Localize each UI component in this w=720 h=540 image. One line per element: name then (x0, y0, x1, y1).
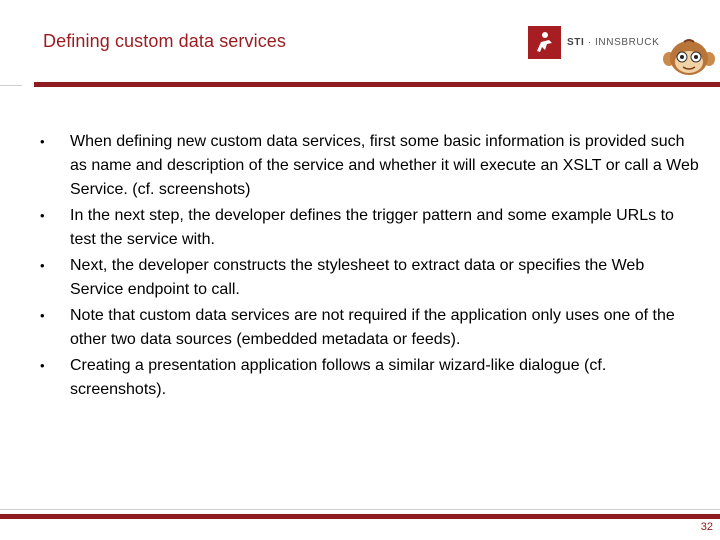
bullet-marker: • (40, 358, 45, 373)
footer-divider (0, 509, 720, 510)
slide-title: Defining custom data services (43, 31, 287, 51)
bullet-item (40, 304, 700, 352)
page-number: 32 (700, 521, 713, 533)
bullet-item (40, 130, 700, 202)
bullet-marker: • (40, 258, 45, 273)
sti-innsbruck-logo (528, 24, 659, 60)
header-rule (34, 82, 720, 87)
sti-logo-icon (528, 26, 561, 59)
monkey-mascot-icon (662, 38, 716, 81)
bullet-marker: • (40, 308, 45, 323)
footer-rule (0, 514, 720, 519)
logo-text (567, 37, 659, 48)
bullet-list (40, 130, 700, 404)
bullet-text: In the next step, the developer defines the trigger pattern and some example URLs to test the service with. (70, 207, 674, 248)
bullet-marker: • (40, 134, 45, 149)
bullet-text: Creating a presentation application follows a similar wizard-like dialogue (cf. screenshots). (70, 357, 607, 398)
logo-separator: · (584, 36, 596, 48)
bullet-item (40, 254, 700, 302)
bullet-text: When defining new custom data services, first some basic information is provided such as name and description of the service and whether it will execute an XSLT or call a Web Service. (cf. screenshots) (70, 133, 699, 198)
bullet-item (40, 354, 700, 402)
bullet-text: Note that custom data services are not required if the application only uses one of the other two data sources (embedded metadata or feeds). (70, 307, 675, 348)
bullet-text: Next, the developer constructs the stylesheet to extract data or specifies the Web Service endpoint to call. (70, 257, 645, 298)
bullet-marker: • (40, 208, 45, 223)
header-rule-accent (0, 85, 22, 86)
logo-sti-text: STI (567, 36, 585, 48)
logo-innsbruck-text: INNSBRUCK (595, 36, 660, 48)
bullet-item (40, 204, 700, 252)
